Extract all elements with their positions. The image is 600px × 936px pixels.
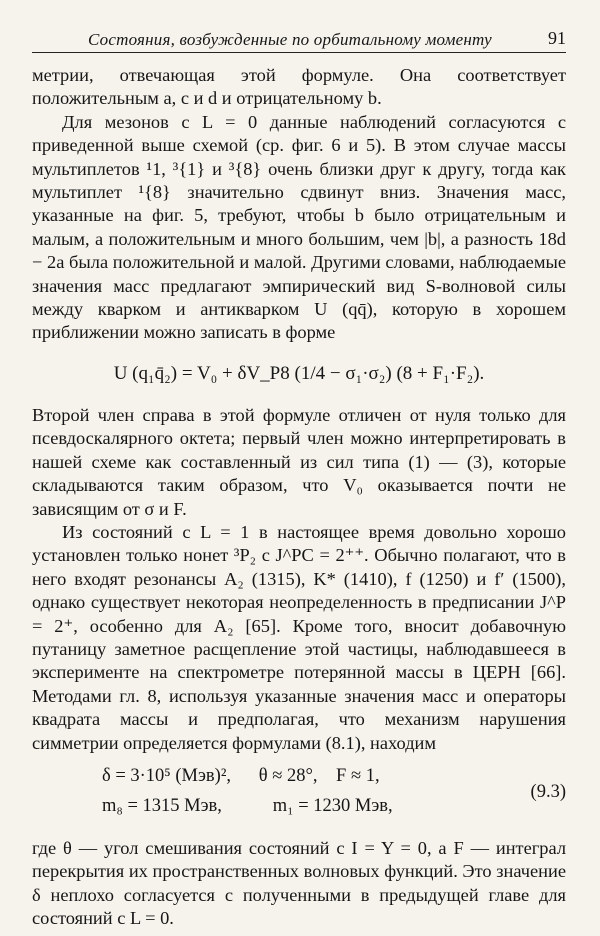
equation-number: (9.3) [530,781,566,802]
paragraph-2: Для мезонов с L = 0 данные наблюдений согласуются с приведенной выше схемой (ср. фиг. 6 и 5). В этом случае массы мультиплетов ¹1, ³{1} и ³{8} очень близки друг к другу, тогда как мультиплет ¹{8} значительно сдвинут вниз. Значения масс, указанные на фиг. 5, требуют, чтобы b было отрицательным и малым, a положительным и много большим, чем |b|, а разность 18d − 2a была положительной и малой. Другими словами, наблюдаемые значения масс предлагают эмпирический вид S-волновой силы между кварком и антикварком U (qq̄), которую в хорошем приближении можно записать в форме [32,111,566,343]
running-title: Состояния, возбужденные по орбитальному моменту [88,30,492,49]
paragraph-1: метрии, отвечающая этой формуле. Она соответствует положительным a, c и d и отрицательному b. [32,65,566,109]
equation-9-3 [32,765,566,823]
paragraph-4: Из состояний с L = 1 в настоящее время довольно хорошо установлен только нонет ³P₂ с J^PC = 2⁺⁺. Обычно полагают, что в него входят резонансы A₂ (1315), K* (1410), f (1250) и f′ (1500), однако существует некоторая неопределенность в предписании J^P = 2⁺, особенно для A₂ [65]. Кроме того, вносит добавочную путаницу заметное расщепление этой частицы, наблюдавшееся в эксперименте на спектрометре потерянной массы в ЦЕРН [66]. Методами гл. 8, используя указанные значения масс и операторы квадрата массы и предполагая, что механизм нарушения симметрии определяется формулами (8.1), находим [32,521,566,753]
equation-row-2: m₈ = 1315 Мэв, m₁ = 1230 Мэв, [102,795,393,816]
paragraph-3: Второй член справа в этой формуле отличен от нуля только для псевдоскалярного октета; первый член можно интерпретировать в нашей схеме как составленный из сил типа (1) — (3), которые складываются таким образом, что V₀ оказывается почти не зависящим от σ и F. [32,404,566,519]
page-number: 91 [548,28,566,48]
equation-row-1: δ = 3·10⁵ (Мэв)², θ ≈ 28°, F ≈ 1, [102,765,380,786]
formula-potential: U (q₁q̄₂) = V₀ + δV_P8 (1/4 − σ₁·σ₂) (8 + F₁·F₂). [113,362,485,384]
page-body [32,64,566,931]
paragraph-5: где θ — угол смешивания состояний с I = Y = 0, а F — интеграл перекрытия их пространственных волновых функций. Это значение δ неплохо согласуется с полученными в предыдущей главе для состояний с L = 0. [32,837,566,929]
running-header [32,26,566,53]
